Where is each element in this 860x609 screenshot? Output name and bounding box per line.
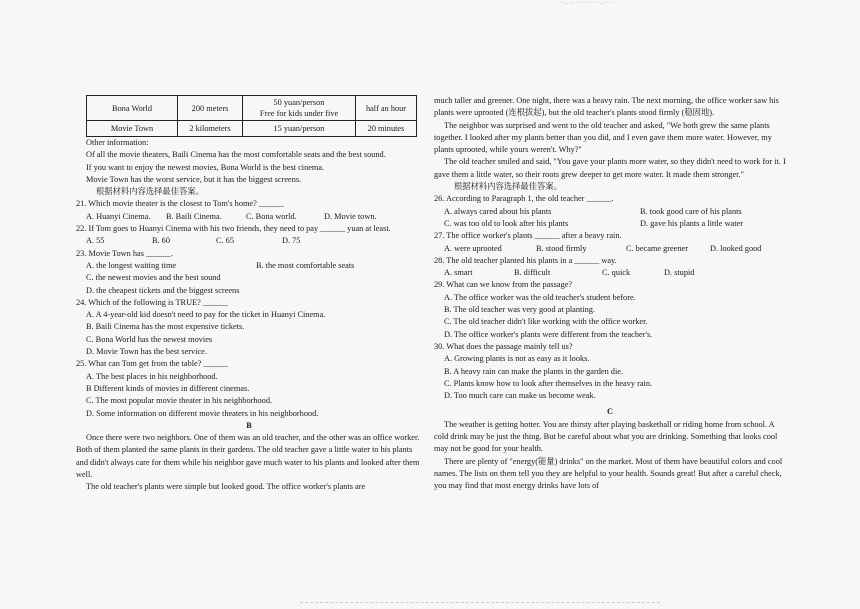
question-23-options-ab — [76, 260, 422, 272]
option: C. Bona world. — [246, 211, 297, 221]
section-b-heading: B — [246, 420, 252, 430]
option: D. looked good — [710, 243, 762, 253]
question-25: 25. What can Tom get from the table? ______ — [76, 359, 229, 369]
left-column — [76, 95, 422, 494]
option: C. 65 — [216, 236, 234, 246]
option: D. Movie Town has the best service. — [86, 347, 207, 357]
option: A. always cared about his plants — [444, 206, 552, 216]
question-29: 29. What can we know from the passage? — [434, 280, 573, 290]
question-22-options — [76, 235, 422, 247]
section-c-heading: C — [607, 407, 613, 417]
option: B. stood firmly — [536, 243, 587, 253]
question-21: 21. Which movie theater is the closest to Tom's home? ______ — [76, 199, 284, 209]
table-cell: 2 kilometers — [178, 121, 243, 137]
option: A. the longest waiting time — [86, 260, 177, 270]
passage-paragraph: There are plenty of "energy(能量) drinks" on the market. Most of them have beautiful colors and cool names. The lists on them tell you they are helpful to your health. Sounds great! But after a careful check, you may find that most energy drinks have lots of — [434, 456, 783, 491]
top-scan-noise: · . . . · · · · · · · · . · · · — [560, 0, 613, 6]
option: D. The office worker's plants were different from the teacher's. — [444, 329, 653, 339]
table-cell: 50 yuan/person Free for kids under five — [243, 96, 356, 121]
option: A. Growing plants is not as easy as it looks. — [444, 354, 590, 364]
option: C. quick — [602, 268, 631, 278]
question-22: 22. If Tom goes to Huanyi Cinema with his two friends, they need to pay ______ yuan at least. — [76, 224, 391, 234]
option: C. Plants know how to look after themselves in the heavy rain. — [444, 378, 653, 388]
info-paragraph: If you want to enjoy the newest movies, Bona World is the best cinema. — [86, 162, 325, 172]
table-cell: Movie Town — [87, 121, 178, 137]
option: A. Huanyi Cinema. — [86, 211, 151, 221]
option: C. The old teacher didn't like working with the office worker. — [444, 317, 648, 327]
instruction: 根据材料内容选择最佳答案。 — [454, 182, 562, 192]
option: D. Too much care can make us become weak. — [444, 391, 596, 401]
option: A. The best places in his neighborhood. — [86, 371, 218, 381]
question-28: 28. The old teacher planted his plants in a ______ way. — [434, 255, 617, 265]
table-row — [87, 121, 417, 137]
question-26-options-cd — [434, 218, 786, 230]
passage-paragraph: The old teacher smiled and said, "You gave your plants more water, so they didn't need to work for it. I gave them a little water, so their roots grew deeper to get more water. It made them stronger." — [434, 157, 786, 179]
question-30: 30. What does the passage mainly tell us? — [434, 341, 573, 351]
option: D. stupid — [664, 268, 695, 278]
question-27-options — [434, 243, 786, 255]
option: C. the newest movies and the best sound — [86, 273, 221, 283]
option: D. Some information on different movie theaters in his neighborhood. — [86, 408, 319, 418]
option: D. Movie town. — [324, 211, 377, 221]
option: A. 55 — [86, 236, 105, 246]
question-24: 24. Which of the following is TRUE? ______ — [76, 297, 228, 307]
option: D. gave his plants a little water — [640, 218, 743, 228]
table-cell: 200 meters — [178, 96, 243, 121]
passage-paragraph: much taller and greener. One night, there was a heavy rain. The next morning, the office worker saw his plants were uprooted (连根拔起), but the old teacher's plants stood firmly (稳固地). — [434, 96, 779, 118]
option: B. took good care of his plants — [640, 206, 742, 216]
option: D. 75 — [282, 236, 301, 246]
table-cell: Bona World — [87, 96, 178, 121]
passage-paragraph: The neighbor was surprised and went to the old teacher and asked, "We both grew the same plants together. I looked after my plants better than you did, and I even gave them more water. However, my plants uprooted, while yours weren't. Why?" — [434, 120, 772, 155]
option: D. the cheapest tickets and the biggest screens — [86, 285, 240, 295]
table-cell: half an hour — [356, 96, 417, 121]
cinema-table — [86, 95, 417, 137]
table-cell: 15 yuan/person — [243, 121, 356, 137]
question-21-options — [76, 211, 422, 223]
option: B. the most comfortable seats — [256, 260, 355, 270]
option: A. were uprooted — [444, 243, 502, 253]
question-27: 27. The office worker's plants ______ after a heavy rain. — [434, 231, 622, 241]
option: C. was too old to look after his plants — [444, 218, 569, 228]
option: B. The old teacher was very good at planting. — [444, 305, 595, 315]
option: B Different kinds of movies in different cinemas. — [86, 383, 250, 393]
option: C. became greener — [626, 243, 688, 253]
bottom-scan-noise — [300, 602, 660, 605]
option: C. Bona World has the newest movies — [86, 334, 213, 344]
option: A. The office worker was the old teacher's student before. — [444, 292, 636, 302]
question-28-options — [434, 267, 786, 279]
other-info-title: Other information: — [86, 138, 149, 147]
table-row — [87, 96, 417, 121]
table-cell: 20 minutes — [356, 121, 417, 137]
instruction: 根据材料内容选择最佳答案。 — [96, 187, 204, 197]
option: B. Baili Cinema has the most expensive tickets. — [86, 322, 245, 332]
question-26-options-ab — [434, 206, 786, 218]
option: B. 60 — [152, 236, 170, 246]
option: A. smart — [444, 268, 473, 278]
option: B. difficult — [514, 268, 551, 278]
question-26: 26. According to Paragraph 1, the old teacher ______. — [434, 194, 614, 204]
option: C. The most popular movie theater in his neighborhood. — [86, 396, 273, 406]
passage-paragraph: The old teacher's plants were simple but looked good. The office worker's plants are — [86, 482, 366, 492]
option: B. Baili Cinema. — [166, 211, 222, 221]
passage-paragraph: Once there were two neighbors. One of them was an old teacher, and the other was an office worker. Both of them planted the same plants in their gardens. The old teacher gave a little water to his plants and didn't always care for them while his neighbor gave much water to his plants and looked after them well. — [76, 433, 420, 480]
option: B. A heavy rain can make the plants in the garden die. — [444, 366, 624, 376]
info-paragraph: Movie Town has the worst service, but it has the biggest screens. — [86, 174, 302, 184]
option: A. A 4-year-old kid doesn't need to pay for the ticket in Huanyi Cinema. — [86, 310, 326, 320]
info-paragraph: Of all the movie theaters, Baili Cinema has the most comfortable seats and the best sound. — [86, 150, 386, 160]
question-23: 23. Movie Town has ______. — [76, 248, 173, 258]
passage-paragraph: The weather is getting hotter. You are thirsty after playing basketball or riding home from school. A cold drink may be just the thing. But be careful about what you are drinking. Something that looks cool may not be good for your health. — [434, 419, 778, 454]
right-column — [434, 95, 786, 493]
